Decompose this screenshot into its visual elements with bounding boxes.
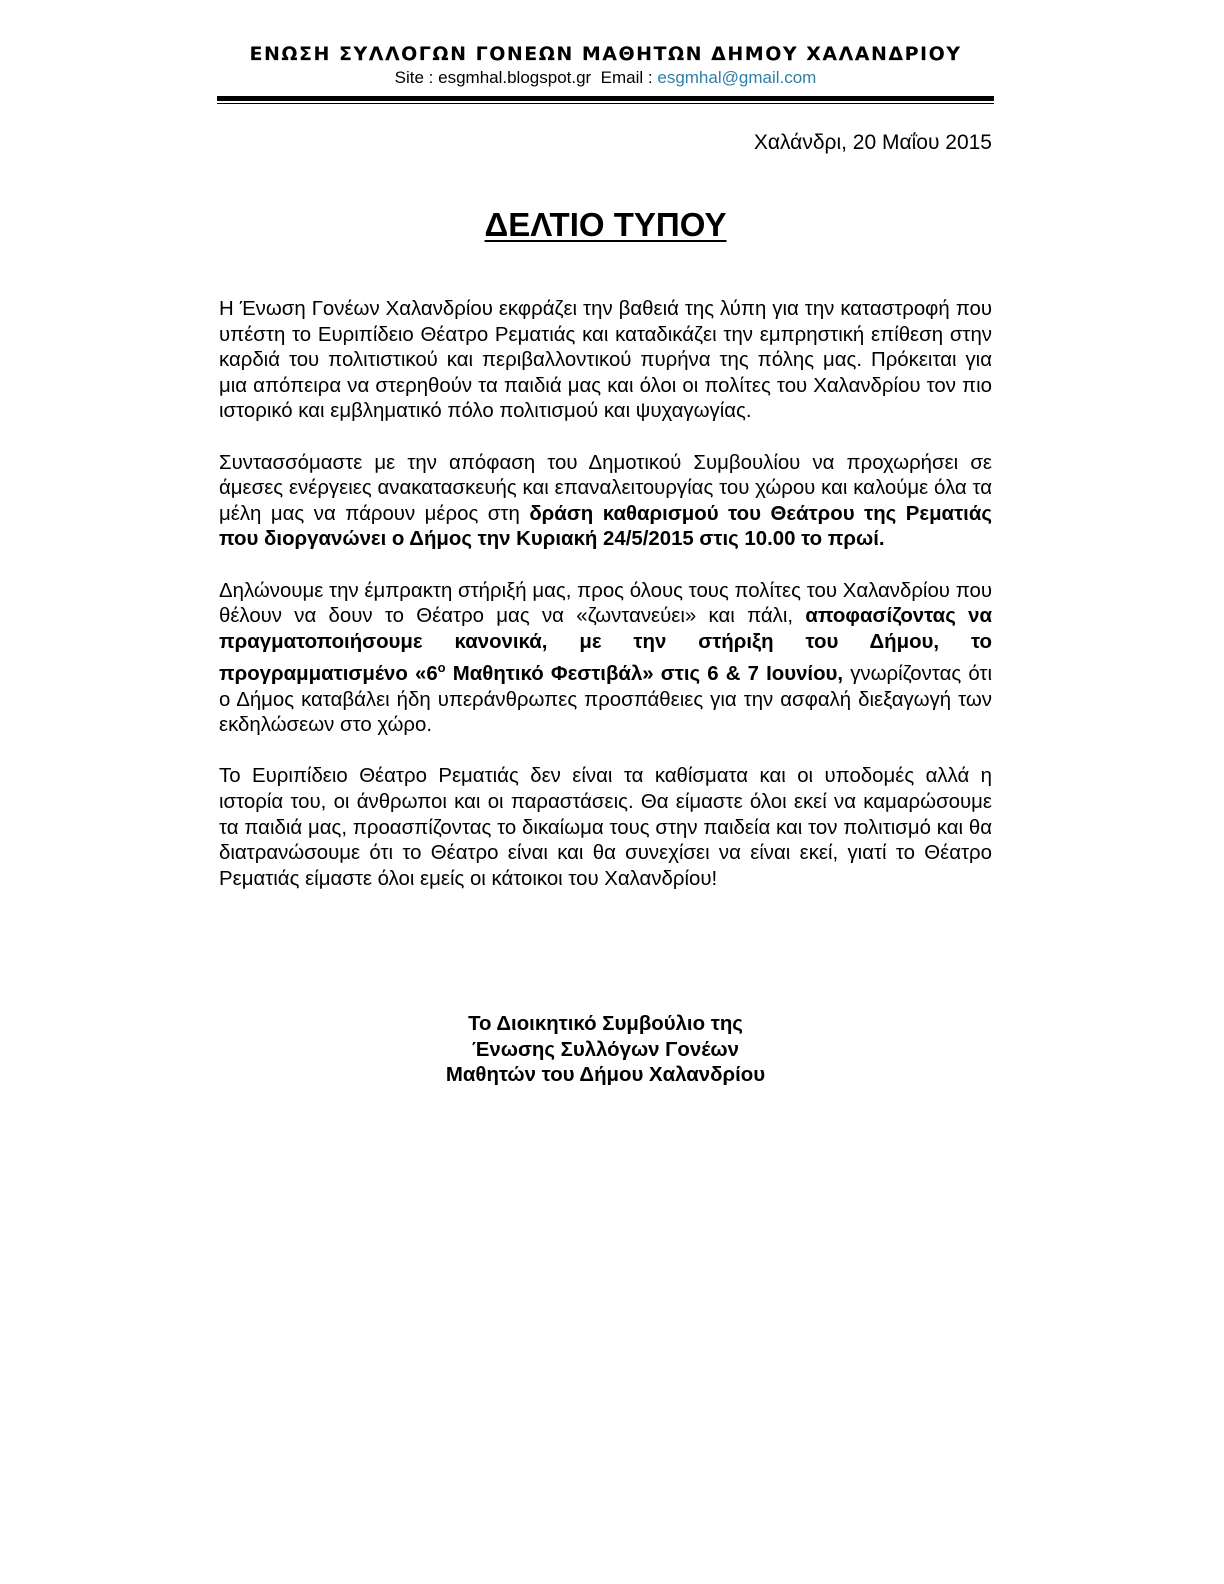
paragraph-1: Η Ένωση Γονέων Χαλανδρίου εκφράζει την βαθειά της λύπη για την καταστροφή που υπέστη το Ευριπίδειο Θέατρο Ρεματιάς και καταδικάζει την εμπρηστική επίθεση στην καρδιά του πολιτιστικού και περιβαλλοντικού πυρήνα της πόλης μας. Πρόκειται για μια απόπειρα να στερηθούν τα παιδιά μας και όλοι οι πολίτες του Χαλανδρίου τον πιο ιστορικό και εμβληματικό πόλο πολιτισμού και ψυχαγωγίας. (219, 298, 992, 423)
organization-name: ΕΝΩΣΗ ΣΥΛΛΟΓΩΝ ΓΟΝΕΩΝ ΜΑΘΗΤΩΝ ΔΗΜΟΥ ΧΑΛΑΝΔΡΙΟΥ (249, 43, 962, 65)
paragraph-2-emphasis: δράση καθαρισμού του Θεάτρου της Ρεματιάς που διοργανώνει ο Δήμος την Κυριακή 24/5/2015 στις 10.00 το πρωί. (219, 502, 992, 551)
header-rule-thin (217, 103, 994, 104)
email-label: Email : (600, 68, 658, 87)
paragraph-2 (219, 451, 992, 553)
ordinal-superscript: ο (437, 660, 446, 676)
paragraph-4: Το Ευριπίδειο Θέατρο Ρεματιάς δεν είναι τα καθίσματα και οι υποδομές αλλά η ιστορία του, οι άνθρωποι και οι παραστάσεις. Θα είμαστε όλοι εκεί να καμαρώσουμε τα παιδιά μας, προασπίζοντας το δικαίωμα τους στην παιδεία και τον πολιτισμό και θα διατρανώσουμε ότι το Θέατρο είναι και θα συνεχίσει να είναι εκεί, γιατί το Θέατρο Ρεματιάς είμαστε όλοι εμείς οι κάτοικοι του Χαλανδρίου! (219, 765, 992, 890)
paragraph-3-emphasis-start: αποφασίζοντας να πραγματοποιήσουμε κανονικά, με την στήριξη του Δήμου, το προγραμματισμένο «6 (219, 605, 992, 686)
signature-line-1: Το Διοικητικό Συμβούλιο της (468, 1013, 743, 1035)
document-title: ΔΕΛΤΙΟ ΤΥΠΟΥ (484, 206, 727, 243)
header-rule-thick (217, 96, 994, 101)
contact-line (217, 66, 994, 90)
paragraph-2-text: Συντασσόμαστε με την απόφαση του Δημοτικού Συμβουλίου να προχωρήσει σε άμεσες ενέργειες ανακατασκευής και επαναλειτουργίας του χώρου και καλούμε όλα τα μέλη μας να πάρουν μέρος στη (219, 451, 992, 525)
paragraph-3-text-end: γνωρίζοντας ότι ο Δήμος καταβάλει ήδη υπεράνθρωπες προσπάθειες για την ασφαλή διεξαγωγή των εκδηλώσεων στο χώρο. (219, 663, 992, 737)
site-link[interactable]: esgmhal.blogspot.gr (438, 68, 592, 87)
signature-line-3: Μαθητών του Δήμου Χαλανδρίου (445, 1064, 766, 1087)
paragraph-3-emphasis-end: Μαθητικό Φεστιβάλ» στις 6 & 7 Ιουνίου, (445, 663, 844, 686)
paragraph-3 (219, 579, 992, 739)
signature-block (217, 1012, 994, 1089)
letterhead (217, 40, 994, 90)
signature-line-2: Ένωσης Συλλόγων Γονέων (471, 1038, 739, 1061)
paragraph-3-text-start: Δηλώνουμε την έμπρακτη στήριξή μας, προς όλους τους πολίτες του Χαλανδρίου που θέλουν να δουν το Θέατρο μας να «ζωντανεύει» και πάλι, (219, 579, 992, 628)
site-label: Site : (394, 68, 439, 87)
email-link[interactable]: esgmhal@gmail.com (657, 68, 817, 87)
press-release-body (219, 297, 992, 918)
document-date: Χαλάνδρι, 20 Μαΐου 2015 (753, 131, 992, 154)
